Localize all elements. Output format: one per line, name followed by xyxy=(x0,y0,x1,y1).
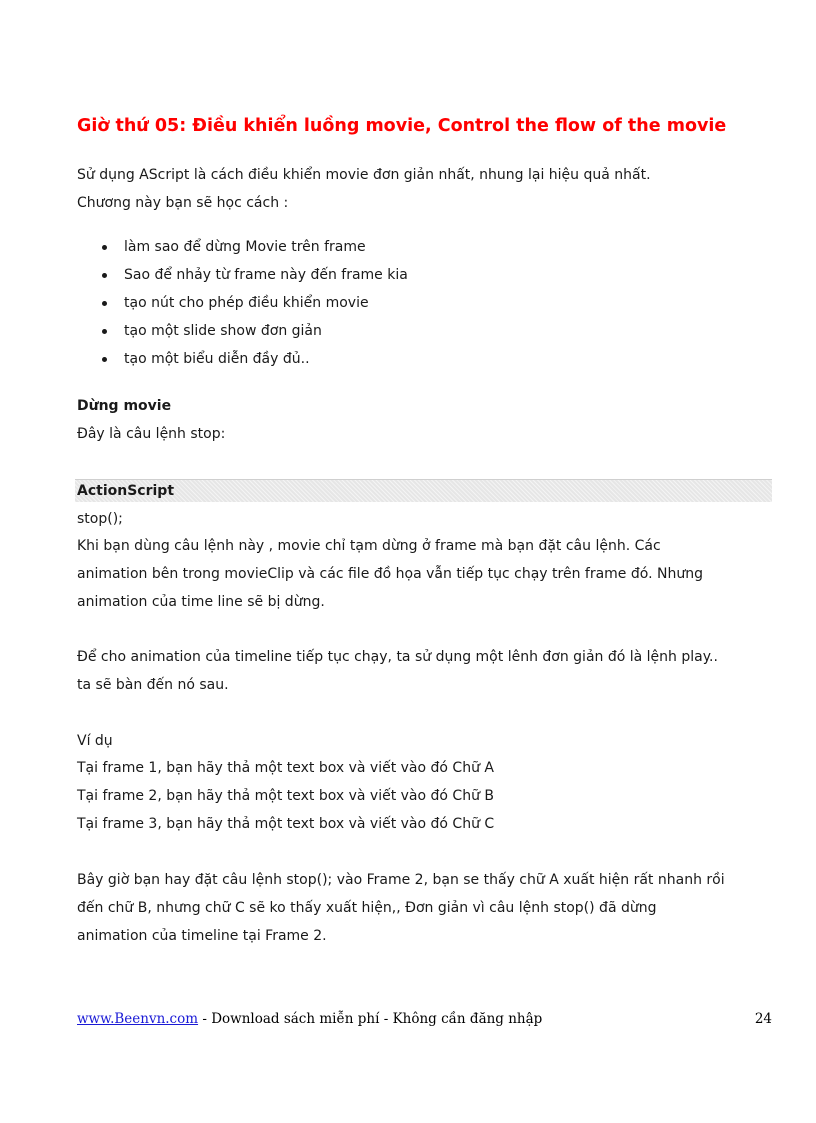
section-heading: Dừng movie xyxy=(77,398,172,414)
list-item-text: tạo một biểu diễn đầy đủ.. xyxy=(124,351,310,367)
bullet-icon xyxy=(102,357,107,362)
paragraph-2-line-2: ta sẽ bàn đến nó sau. xyxy=(77,677,229,693)
list-item xyxy=(100,350,408,378)
bullet-icon xyxy=(102,301,107,306)
example-line-2: Tại frame 2, bạn hãy thả một text box và viết vào đó Chữ B xyxy=(77,788,494,804)
page-number: 24 xyxy=(754,1011,772,1027)
section-intro: Đây là câu lệnh stop: xyxy=(77,426,226,442)
page-footer xyxy=(77,1011,772,1031)
list-item-text: Sao để nhảy từ frame này đến frame kia xyxy=(124,267,408,283)
page-title: Giờ thứ 05: Điều khiển luồng movie, Control the flow of the movie xyxy=(77,116,727,136)
bullet-icon xyxy=(102,245,107,250)
paragraph-3-line-2: đến chữ B, nhưng chữ C sẽ ko thấy xuất hiện,, Đơn giản vì câu lệnh stop() đã dừng xyxy=(77,900,657,916)
bullet-icon xyxy=(102,273,107,278)
code-line: stop(); xyxy=(77,511,123,527)
paragraph-3-line-3: animation của timeline tại Frame 2. xyxy=(77,928,327,944)
list-item xyxy=(100,322,408,350)
example-line-1: Tại frame 1, bạn hãy thả một text box và viết vào đó Chữ A xyxy=(77,760,494,776)
footer-link[interactable]: www.Beenvn.com xyxy=(77,1011,199,1027)
bullet-list xyxy=(100,238,408,378)
intro-line-1: Sử dụng AScript là cách điều khiển movie đơn giản nhất, nhung lại hiệu quả nhất. xyxy=(77,167,651,183)
intro-line-2: Chương này bạn sẽ học cách : xyxy=(77,195,289,211)
paragraph-2-line-1: Để cho animation của timeline tiếp tục chạy, ta sử dụng một lênh đơn giản đó là lệnh play.. xyxy=(77,649,718,665)
paragraph-3-line-1: Bây giờ bạn hay đặt câu lệnh stop(); vào Frame 2, bạn se thấy chữ A xuất hiện rất nhanh rồi xyxy=(77,872,725,888)
paragraph-1-line-2: animation bên trong movieClip và các file đồ họa vẫn tiếp tục chạy trên frame đó. Nhưng xyxy=(77,566,703,582)
paragraph-1-line-1: Khi bạn dùng câu lệnh này , movie chỉ tạm dừng ở frame mà bạn đặt câu lệnh. Các xyxy=(77,538,661,554)
list-item xyxy=(100,238,408,266)
example-heading: Ví dụ xyxy=(77,733,113,749)
footer-text: - Download sách miễn phí - Không cần đăng nhập xyxy=(198,1011,543,1027)
example-line-3: Tại frame 3, bạn hãy thả một text box và viết vào đó Chữ C xyxy=(77,816,495,832)
list-item xyxy=(100,266,408,294)
paragraph-1-line-3: animation của time line sẽ bị dừng. xyxy=(77,594,325,610)
list-item-text: tạo nút cho phép điều khiển movie xyxy=(124,295,369,311)
list-item-text: tạo một slide show đơn giản xyxy=(124,323,322,339)
code-block-header xyxy=(75,479,772,502)
code-block-label: ActionScript xyxy=(77,483,175,499)
list-item xyxy=(100,294,408,322)
bullet-icon xyxy=(102,329,107,334)
list-item-text: làm sao để dừng Movie trên frame xyxy=(124,239,366,255)
